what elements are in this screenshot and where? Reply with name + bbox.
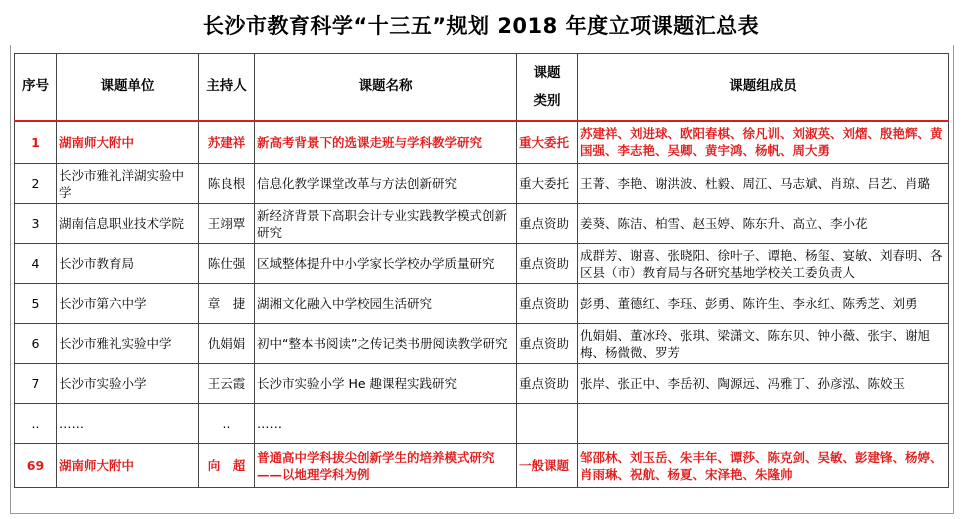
row-unit: …… xyxy=(57,404,199,444)
row-topic: 长沙市实验小学 He 趣课程实践研究 xyxy=(255,364,517,404)
header-type xyxy=(517,54,578,121)
row-members: 张岸、张正中、李岳初、陶源远、冯雅丁、孙彦泓、陈姣玉 xyxy=(578,364,949,404)
row-type: 重大委托 xyxy=(517,121,578,164)
table-row-ellipsis xyxy=(15,404,949,444)
row-host: .. xyxy=(199,404,255,444)
row-members: 王菁、李艳、谢洪波、杜毅、周江、马志斌、肖琼、吕艺、肖璐 xyxy=(578,164,949,204)
row-index: 6 xyxy=(15,324,57,364)
row-unit: 湖南信息职业技术学院 xyxy=(57,204,199,244)
row-type: 重点资助 xyxy=(517,204,578,244)
header-type-line1: 课题 xyxy=(533,64,561,81)
row-unit: 长沙市雅礼洋湖实验中学 xyxy=(57,164,199,204)
header-row xyxy=(15,54,949,121)
row-members: 仇娟娟、董冰玲、张琪、梁潇文、陈东贝、钟小薇、张宇、谢旭梅、杨微微、罗芳 xyxy=(578,324,949,364)
table-row xyxy=(15,164,949,204)
table-row xyxy=(15,284,949,324)
row-type: 重点资助 xyxy=(517,284,578,324)
row-topic: 信息化教学课堂改革与方法创新研究 xyxy=(255,164,517,204)
row-index: 4 xyxy=(15,244,57,284)
row-index: 1 xyxy=(15,121,57,164)
row-host: 仇娟娟 xyxy=(199,324,255,364)
row-type: 重大委托 xyxy=(517,164,578,204)
row-topic: 湖湘文化融入中学校园生活研究 xyxy=(255,284,517,324)
row-index: 5 xyxy=(15,284,57,324)
row-type xyxy=(517,404,578,444)
row-host: 王翊覃 xyxy=(199,204,255,244)
table-row xyxy=(15,324,949,364)
row-type: 一般课题 xyxy=(517,444,578,488)
row-index: 3 xyxy=(15,204,57,244)
row-topic: 初中“整本书阅读”之传记类书册阅读教学研究 xyxy=(255,324,517,364)
table-row xyxy=(15,444,949,488)
row-host: 苏建祥 xyxy=(199,121,255,164)
row-host: 陈良根 xyxy=(199,164,255,204)
table-row xyxy=(15,121,949,164)
row-members xyxy=(578,404,949,444)
row-host: 陈仕强 xyxy=(199,244,255,284)
row-index: 2 xyxy=(15,164,57,204)
row-unit: 湖南师大附中 xyxy=(57,121,199,164)
row-topic: …… xyxy=(255,404,517,444)
row-index: 7 xyxy=(15,364,57,404)
header-topic: 课题名称 xyxy=(255,54,517,121)
row-members: 苏建祥、刘进球、欧阳春棋、徐凡训、刘淑英、刘熠、殷艳辉、黄国强、李志艳、吴卿、黄宇鸿、杨帆、周大勇 xyxy=(578,121,949,164)
header-index: 序号 xyxy=(15,54,57,121)
row-members: 姜葵、陈洁、柏雪、赵玉婷、陈东升、高立、李小花 xyxy=(578,204,949,244)
row-members: 邹邵林、刘玉岳、朱丰年、谭莎、陈克剑、吴敏、彭建锋、杨婷、肖雨琳、祝航、杨夏、宋泽艳、朱隆帅 xyxy=(578,444,949,488)
row-topic: 普通高中学科拔尖创新学生的培养模式研究——以地理学科为例 xyxy=(255,444,517,488)
header-host: 主持人 xyxy=(199,54,255,121)
row-topic: 新经济背景下高职会计专业实践教学模式创新研究 xyxy=(255,204,517,244)
row-host: 章 捷 xyxy=(199,284,255,324)
projects-table xyxy=(14,53,949,488)
row-type: 重点资助 xyxy=(517,244,578,284)
row-unit: 长沙市雅礼实验中学 xyxy=(57,324,199,364)
header-type-line2: 类别 xyxy=(533,92,561,109)
row-type: 重点资助 xyxy=(517,324,578,364)
row-index: .. xyxy=(15,404,57,444)
row-host: 王云霞 xyxy=(199,364,255,404)
page-title: 长沙市教育科学“十三五”规划 2018 年度立项课题汇总表 xyxy=(202,14,760,38)
row-type: 重点资助 xyxy=(517,364,578,404)
row-members: 成群芳、谢喜、张晓阳、徐叶子、谭艳、杨玺、宴敏、刘春明、各区县（市）教育局与各研究基地学校关工委负责人 xyxy=(578,244,949,284)
table-row xyxy=(15,364,949,404)
table-row xyxy=(15,204,949,244)
header-members: 课题组成员 xyxy=(578,54,949,121)
row-members: 彭勇、董德红、李珏、彭勇、陈许生、李永红、陈秀芝、刘勇 xyxy=(578,284,949,324)
row-unit: 长沙市实验小学 xyxy=(57,364,199,404)
row-host: 向 超 xyxy=(199,444,255,488)
row-topic: 区域整体提升中小学家长学校办学质量研究 xyxy=(255,244,517,284)
row-unit: 长沙市教育局 xyxy=(57,244,199,284)
table-row xyxy=(15,244,949,284)
row-unit: 长沙市第六中学 xyxy=(57,284,199,324)
header-unit: 课题单位 xyxy=(57,54,199,121)
row-unit: 湖南师大附中 xyxy=(57,444,199,488)
row-topic: 新高考背景下的选课走班与学科教学研究 xyxy=(255,121,517,164)
row-index: 69 xyxy=(15,444,57,488)
